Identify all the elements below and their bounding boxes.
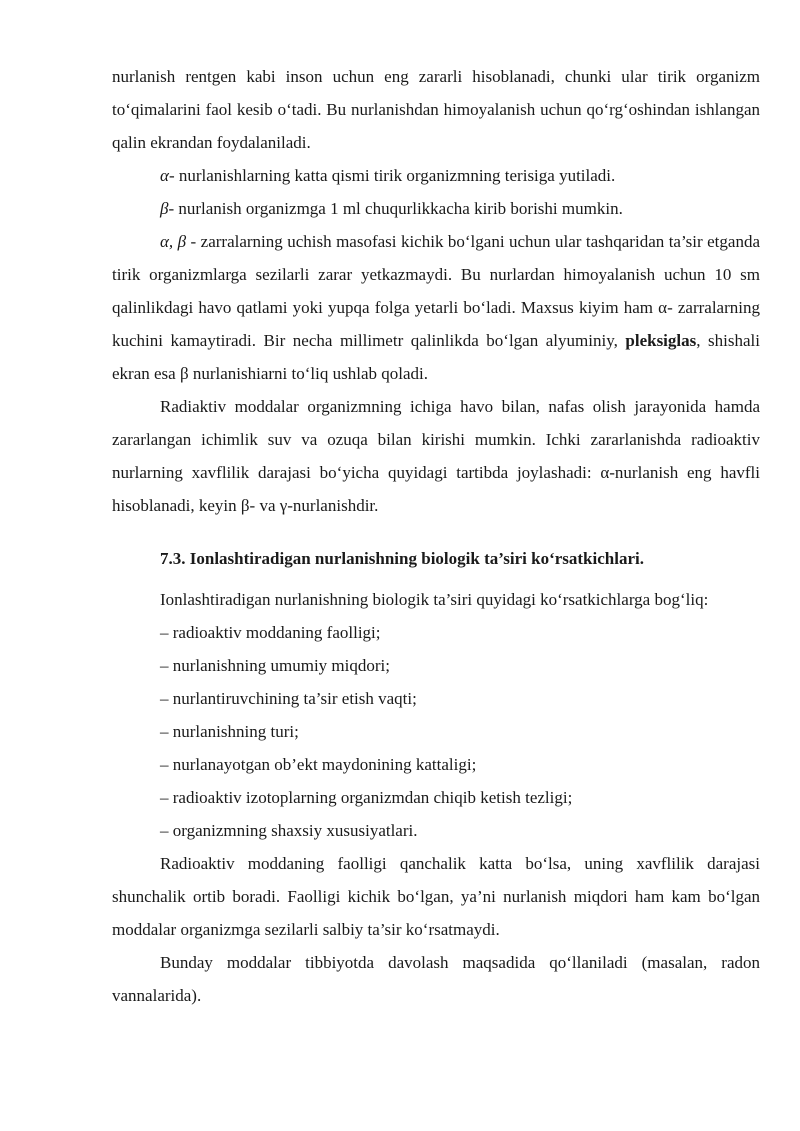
paragraph-text: , shishali ekran esa β nurlanishiarni to‘liq ushlab qoladi.	[112, 331, 760, 383]
document-body	[112, 60, 760, 1012]
list-item: – nurlanishning umumiy miqdori;	[160, 656, 390, 675]
list-item: – nurlanishning turi;	[160, 722, 299, 741]
paragraph: nurlanish rentgen kabi inson uchun eng zararli hisoblanadi, chunki ular tirik organizm to‘qimalarini faol kesib o‘tadi. Bu nurlanishdan himoyalanish uchun qo‘rg‘oshindan ishlangan qalin ekrandan foydalaniladi.	[112, 67, 760, 152]
paragraph-text: - nurlanishlarning katta qismi tirik organizmning terisiga yutiladi.	[168, 166, 616, 185]
list-item: – nurlanayotgan ob’ekt maydonining kattaligi;	[160, 755, 477, 774]
paragraph: Radiaktiv moddalar organizmning ichiga havo bilan, nafas olish jarayonida hamda zararlangan ichimlik suv va ozuqa bilan kirishi mumkin. Ichki zararlanishda radioaktiv nurlarning xavflilik darajasi bo‘yicha quyidagi tartibda joylashadi: α-nurlanish eng havfli hisoblanadi, keyin β- va γ-nurlanishdir.	[112, 397, 760, 515]
paragraph-text: - zarralarning uchish masofasi kichik bo‘lgani uchun ular tashqaridan ta’sir etganda tirik organizmlarga sezilarli zarar yetkazmaydi. Bu nurlardan himoyalanish uchun 10 sm qalinlikdagi havo qatlami yoki yupqa folga yetarli bo‘ladi. Maxsus kiyim ham α- zarralarning kuchini kamaytiradi. Bir necha millimetr qalinlikda bo‘lgan alyuminiy,	[112, 232, 760, 350]
section-heading: 7.3. Ionlashtiradigan nurlanishning biologik ta’siri ko‘rsatkichlari.	[160, 549, 644, 568]
list-item: – organizmning shaxsiy xususiyatlari.	[160, 821, 418, 840]
bold-term: pleksiglas	[625, 331, 697, 350]
list-item: – radioaktiv izotoplarning organizmdan chiqib ketish tezligi;	[160, 788, 573, 807]
list-item: – nurlantiruvchining ta’sir etish vaqti;	[160, 689, 417, 708]
paragraph-alpha-beta	[112, 225, 760, 390]
greek-symbol: α, β	[160, 232, 187, 251]
greek-symbol: β	[160, 199, 169, 218]
greek-symbol: α	[160, 166, 169, 185]
paragraph: Radioaktiv moddaning faolligi qanchalik katta bo‘lsa, uning xavflilik darajasi shunchalik ortib boradi. Faolligi kichik bo‘lgan, ya’ni nurlanish miqdori ham kam bo‘lgan moddalar organizmga sezilarli salbiy ta’sir ko‘rsatmaydi.	[112, 854, 760, 939]
paragraph-text: - nurlanish organizmga 1 ml chuqurlikkacha kirib borishi mumkin.	[168, 199, 623, 218]
paragraph-alpha	[112, 159, 760, 192]
paragraph: Bunday moddalar tibbiyotda davolash maqsadida qo‘llaniladi (masalan, radon vannalarida).	[112, 953, 760, 1005]
paragraph: Ionlashtiradigan nurlanishning biologik ta’siri quyidagi ko‘rsatkichlarga bog‘liq:	[160, 590, 709, 609]
list-item: – radioaktiv moddaning faolligi;	[160, 623, 381, 642]
paragraph-beta	[112, 192, 760, 225]
